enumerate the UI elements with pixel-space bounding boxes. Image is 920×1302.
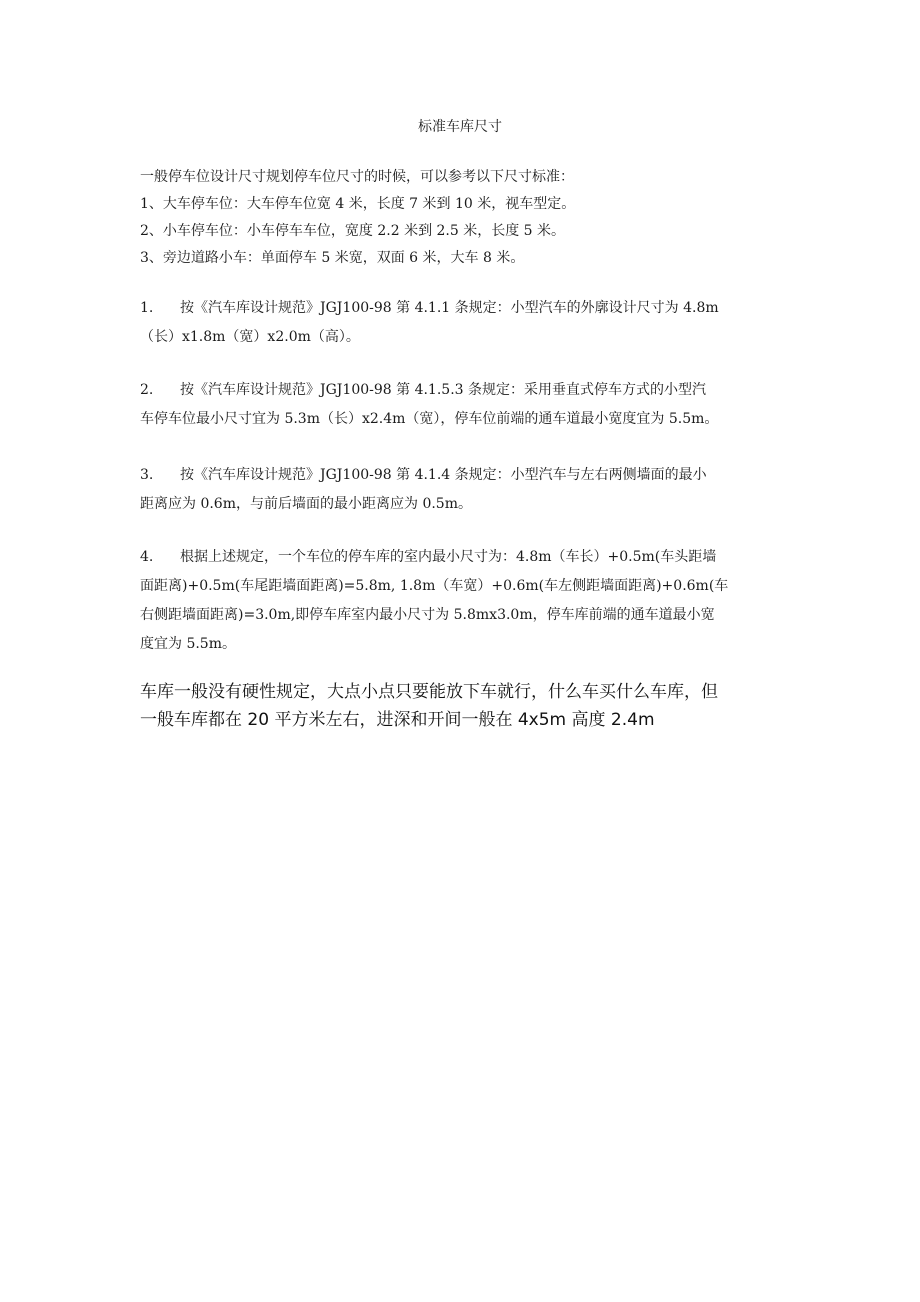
page-title: 标准车库尺寸 — [418, 119, 502, 135]
summary-line-2: 一般车库都在 20 平方米左右，进深和开间一般在 4x5m 高度 2.4m — [140, 710, 655, 730]
rule-1-line-1 — [140, 294, 830, 323]
intro-lead: 一般停车位设计尺寸规划停车位尺寸的时候，可以参考以下尺寸标准： — [140, 169, 574, 185]
rule-3-text-2: 距离应为 0.6m，与前后墙面的最小距离应为 0.5m。 — [140, 496, 472, 512]
rule-4-text-2: 面距离)+0.5m(车尾距墙面距离)=5.8m, 1.8m（车宽）+0.6m(车左侧距墙面距离)+0.6m(车 — [140, 578, 729, 594]
intro-item-2: 2、小车停车位：小车停车车位，宽度 2.2 米到 2.5 米，长度 5 米。 — [140, 223, 566, 239]
intro-section — [140, 164, 820, 272]
rule-4-number: 4. — [140, 549, 154, 565]
rule-2-text-2: 车停车位最小尺寸宜为 5.3m（长）x2.4m（宽），停车位前端的通车道最小宽度宜为 5.5m。 — [140, 411, 719, 427]
rule-1-text-1: 按《汽车库设计规范》JGJ100-98 第 4.1.1 条规定：小型汽车的外廓设计尺寸为 4.8m — [180, 300, 719, 316]
rule-paragraph-4 — [140, 543, 830, 659]
rule-2-text-1: 按《汽车库设计规范》JGJ100-98 第 4.1.5.3 条规定：采用垂直式停车方式的小型汽 — [180, 382, 707, 398]
summary-paragraph — [140, 678, 840, 734]
intro-item-3: 3、旁边道路小车：单面停车 5 米宽，双面 6 米，大车 8 米。 — [140, 250, 525, 266]
rule-4-text-3: 右侧距墙面距离)=3.0m,即停车库室内最小尺寸为 5.8mx3.0m，停车库前端的通车道最小宽 — [140, 607, 715, 623]
rule-2-line-1 — [140, 376, 830, 405]
summary-line-1: 车库一般没有硬性规定，大点小点只要能放下车就行，什么车买什么车库，但 — [140, 682, 718, 702]
rule-paragraph-1 — [140, 294, 830, 352]
intro-item-1: 1、大车停车位：大车停车位宽 4 米，长度 7 米到 10 米，视车型定。 — [140, 196, 576, 212]
rule-1-text-2: （长）x1.8m（宽）x2.0m（高）。 — [140, 329, 360, 345]
rule-3-text-1: 按《汽车库设计规范》JGJ100-98 第 4.1.4 条规定：小型汽车与左右两侧墙面的最小 — [180, 467, 707, 483]
rule-paragraph-2 — [140, 376, 830, 434]
rule-paragraph-3 — [140, 461, 830, 519]
rule-2-number: 2. — [140, 382, 154, 398]
rule-4-line-1 — [140, 543, 830, 572]
rule-3-number: 3. — [140, 467, 154, 483]
rule-4-text-4: 度宜为 5.5m。 — [140, 636, 236, 652]
rule-4-text-1: 根据上述规定，一个车位的停车库的室内最小尺寸为：4.8m（车长）+0.5m(车头距墙 — [180, 549, 717, 565]
rule-1-number: 1. — [140, 300, 154, 316]
rule-3-line-1 — [140, 461, 830, 490]
